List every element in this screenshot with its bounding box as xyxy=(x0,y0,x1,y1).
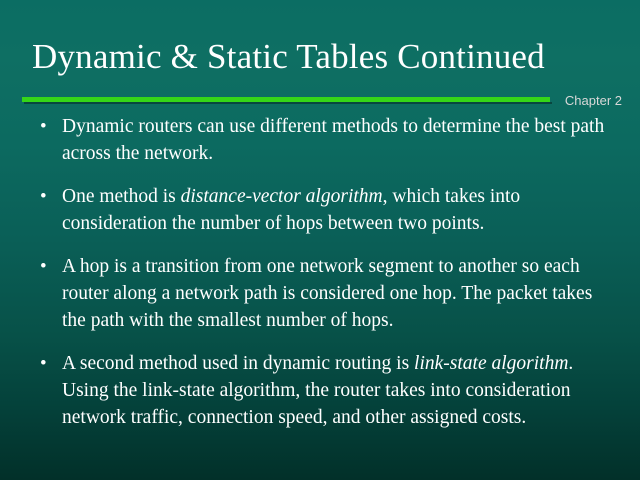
bullet-point-icon: • xyxy=(40,116,47,137)
list-item xyxy=(38,183,616,237)
chapter-label: Chapter 2 xyxy=(564,93,622,108)
list-item xyxy=(38,253,616,334)
title-accent-rule xyxy=(22,97,550,102)
list-item xyxy=(38,113,616,167)
title-rule-shadow xyxy=(24,102,552,104)
text-run: A hop is a transition from one network segment to another so each router along a network path is considered one hop. The packet takes the path with the smallest number of hops. xyxy=(62,256,593,331)
page-title: Dynamic & Static Tables Continued xyxy=(32,37,545,76)
text-run: A second method used in dynamic routing is xyxy=(62,353,415,374)
text-run: , which takes into consideration the number of hops between two points. xyxy=(62,186,521,234)
emphasized-term: link-state algorithm xyxy=(414,353,569,374)
list-item-text xyxy=(62,113,616,167)
list-item xyxy=(38,350,616,431)
emphasized-term: distance-vector algorithm xyxy=(180,186,383,207)
bullet-point-icon: • xyxy=(40,256,47,277)
bullet-list xyxy=(38,113,616,447)
list-item-text xyxy=(62,253,616,334)
list-item-text xyxy=(62,350,616,431)
text-run: Dynamic routers can use different methods to determine the best path across the network. xyxy=(62,116,605,164)
list-item-text xyxy=(62,183,616,237)
text-run: One method is xyxy=(62,186,181,207)
text-run: . Using the link-state algorithm, the router takes into consideration network traffic, connection speed, and other assigned costs. xyxy=(62,353,574,428)
bullet-point-icon: • xyxy=(40,353,47,374)
bullet-point-icon: • xyxy=(40,186,47,207)
